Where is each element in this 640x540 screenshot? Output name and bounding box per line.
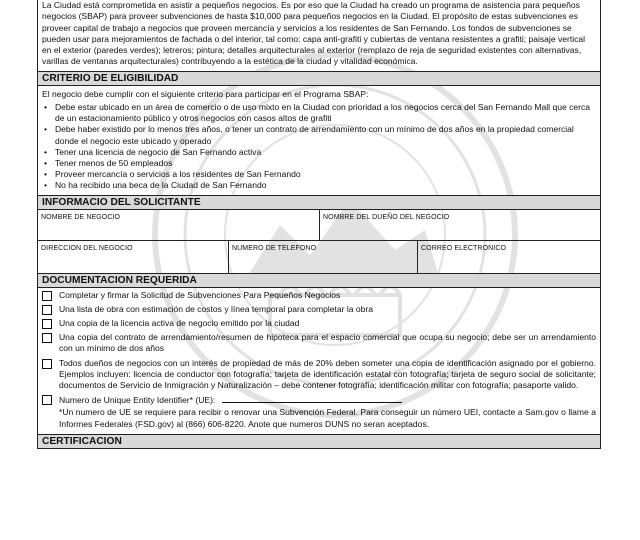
doc-item-label: Una copia del contrato de arrendamiento/resumen de hipoteca para el espacio comercial que ocupa su negocio; debe ser un arrendamiento con un mínimo de dos años bbox=[59, 332, 596, 354]
phone-label: NUMERO DE TELEFONO bbox=[232, 244, 317, 252]
uei-note: *Un numero de UE se requiere para recibir o renovar una Subvención Federal. Para conseguir un número UEI, contacte a Sam.gov o llame a Informes Federales (FSD.gov) al (866) 606-8220. Anote que numeros DUNS no seran aceptados. bbox=[59, 407, 596, 429]
application-form bbox=[37, 0, 601, 449]
eligibility-lead: El negocio debe cumplir con el siguiente criterio para participar en el Programa SBAP: bbox=[42, 88, 369, 99]
documents-heading: DOCUMENTACION REQUERIDA bbox=[37, 274, 601, 288]
eligibility-item: • Tener una licencia de negocio de San Fernando activa bbox=[42, 147, 596, 158]
eligibility-item: • Debe haber existido por lo menos tres años, o tener un contrato de arrendamiento con un mínimo de dos años en la propiedad comercial donde el negocio este ubicado y operado bbox=[42, 124, 596, 146]
doc-item bbox=[42, 318, 596, 329]
doc-checkbox-lease[interactable] bbox=[42, 333, 52, 343]
doc-item-label: Completar y firmar la Solicitud de Subvenciones Para Pequeños Negocios bbox=[59, 289, 341, 300]
doc-checkbox-uei[interactable] bbox=[42, 395, 52, 405]
doc-checkbox-work-list[interactable] bbox=[42, 305, 52, 315]
applicant-section bbox=[37, 210, 601, 274]
uei-input-line[interactable] bbox=[222, 394, 402, 403]
intro-paragraph: La Ciudad está comprometida en asistir a pequeños negocios. Es por eso que la Ciudad ha creado un programa de asistencia para pequeños negocios (SBAP) para proveer subvenciones de hasta $10,000 para pequeños negocios en la Ciudad. El propósito de estas subvenciones es proveer capital de trabajo a negocios que proveen mercancía y servicios a los residentes de San Fernando. Los fondos de subvenciones se pueden usar para mejoramientos de fachada o del interior, tal como: capa anti-grafiti y cubiertas de ventana resistentes a grafiti; paisaje vertical en el exterior (paredes verdes); letreros; pintura; detalles arquitecturales al exterior (remplazo de reja de seguridad existentes con alternativas, varillas de ventanas arquitecturales) contribuyendo a la estética de la ciudad y vitalidad económica. bbox=[37, 0, 601, 72]
eligibility-item: • No ha recibido una beca de la Ciudad de San Fernando bbox=[42, 180, 596, 191]
eligibility-heading: CRITERIO DE ELIGIBILIDAD bbox=[37, 72, 601, 86]
doc-item bbox=[42, 394, 596, 406]
business-address-field[interactable] bbox=[38, 241, 229, 273]
doc-checkbox-application[interactable] bbox=[42, 291, 52, 301]
owner-name-label: NOMBRE DEL DUEÑO DEL NEGOCIO bbox=[323, 213, 450, 221]
doc-item bbox=[42, 290, 596, 301]
eligibility-section bbox=[37, 86, 601, 196]
doc-checkbox-license[interactable] bbox=[42, 319, 52, 329]
uei-label: Numero de Unique Entity Identifier* (UE): bbox=[59, 395, 216, 406]
applicant-heading: INFORMACIO DEL SOLICITANTE bbox=[37, 196, 601, 210]
doc-item-label: Una lista de obra con estimación de costos y línea temporal para completar la obra bbox=[59, 303, 374, 314]
doc-item-label: Todos dueños de negocios con un interés de propiedad de más de 20% deben someter una copia de identificación asignado por el gobierno. Ejemplos incluyen: licencia de conductor con fotografía; tarjeta de identificación estatal con fotografía; tarjeta de seguro social de solicitante; documentos de Servicio de Inmigración y Naturalización – debe contener fotografía; identificación militar con fotografía; pasaporte valido. bbox=[59, 357, 596, 391]
doc-item bbox=[42, 358, 596, 392]
doc-item-label: Una copia de la licencia activa de negocio emitido por la ciudad bbox=[59, 318, 300, 329]
doc-item bbox=[42, 332, 596, 354]
certification-heading: CERTIFICACION bbox=[37, 435, 601, 449]
email-field[interactable] bbox=[418, 241, 600, 273]
eligibility-list bbox=[42, 102, 596, 192]
owner-name-field[interactable] bbox=[320, 210, 600, 240]
email-label: CORREO ELECTRONICO bbox=[421, 244, 507, 252]
eligibility-item: • Proveer mercancía o servicios a los residentes de San Fernando bbox=[42, 169, 596, 180]
eligibility-item: • Tener menos de 50 empleados bbox=[42, 158, 596, 169]
business-name-label: NOMBRE DE NEGOCIO bbox=[41, 213, 121, 221]
doc-item bbox=[42, 304, 596, 315]
doc-checkbox-owner-id[interactable] bbox=[42, 359, 52, 369]
business-address-label: DIRECCION DEL NEGOCIO bbox=[41, 244, 133, 252]
phone-field[interactable] bbox=[229, 241, 418, 273]
eligibility-item: • Debe estar ubicado en un área de comercio o de uso mixto en la Ciudad con prioridad a los negocios cerca del San Fernando Mall que cerca de un estacionamiento público y otros negocios con casos altos de grafiti bbox=[42, 102, 596, 124]
business-name-field[interactable] bbox=[38, 210, 320, 240]
documents-section bbox=[37, 288, 601, 435]
